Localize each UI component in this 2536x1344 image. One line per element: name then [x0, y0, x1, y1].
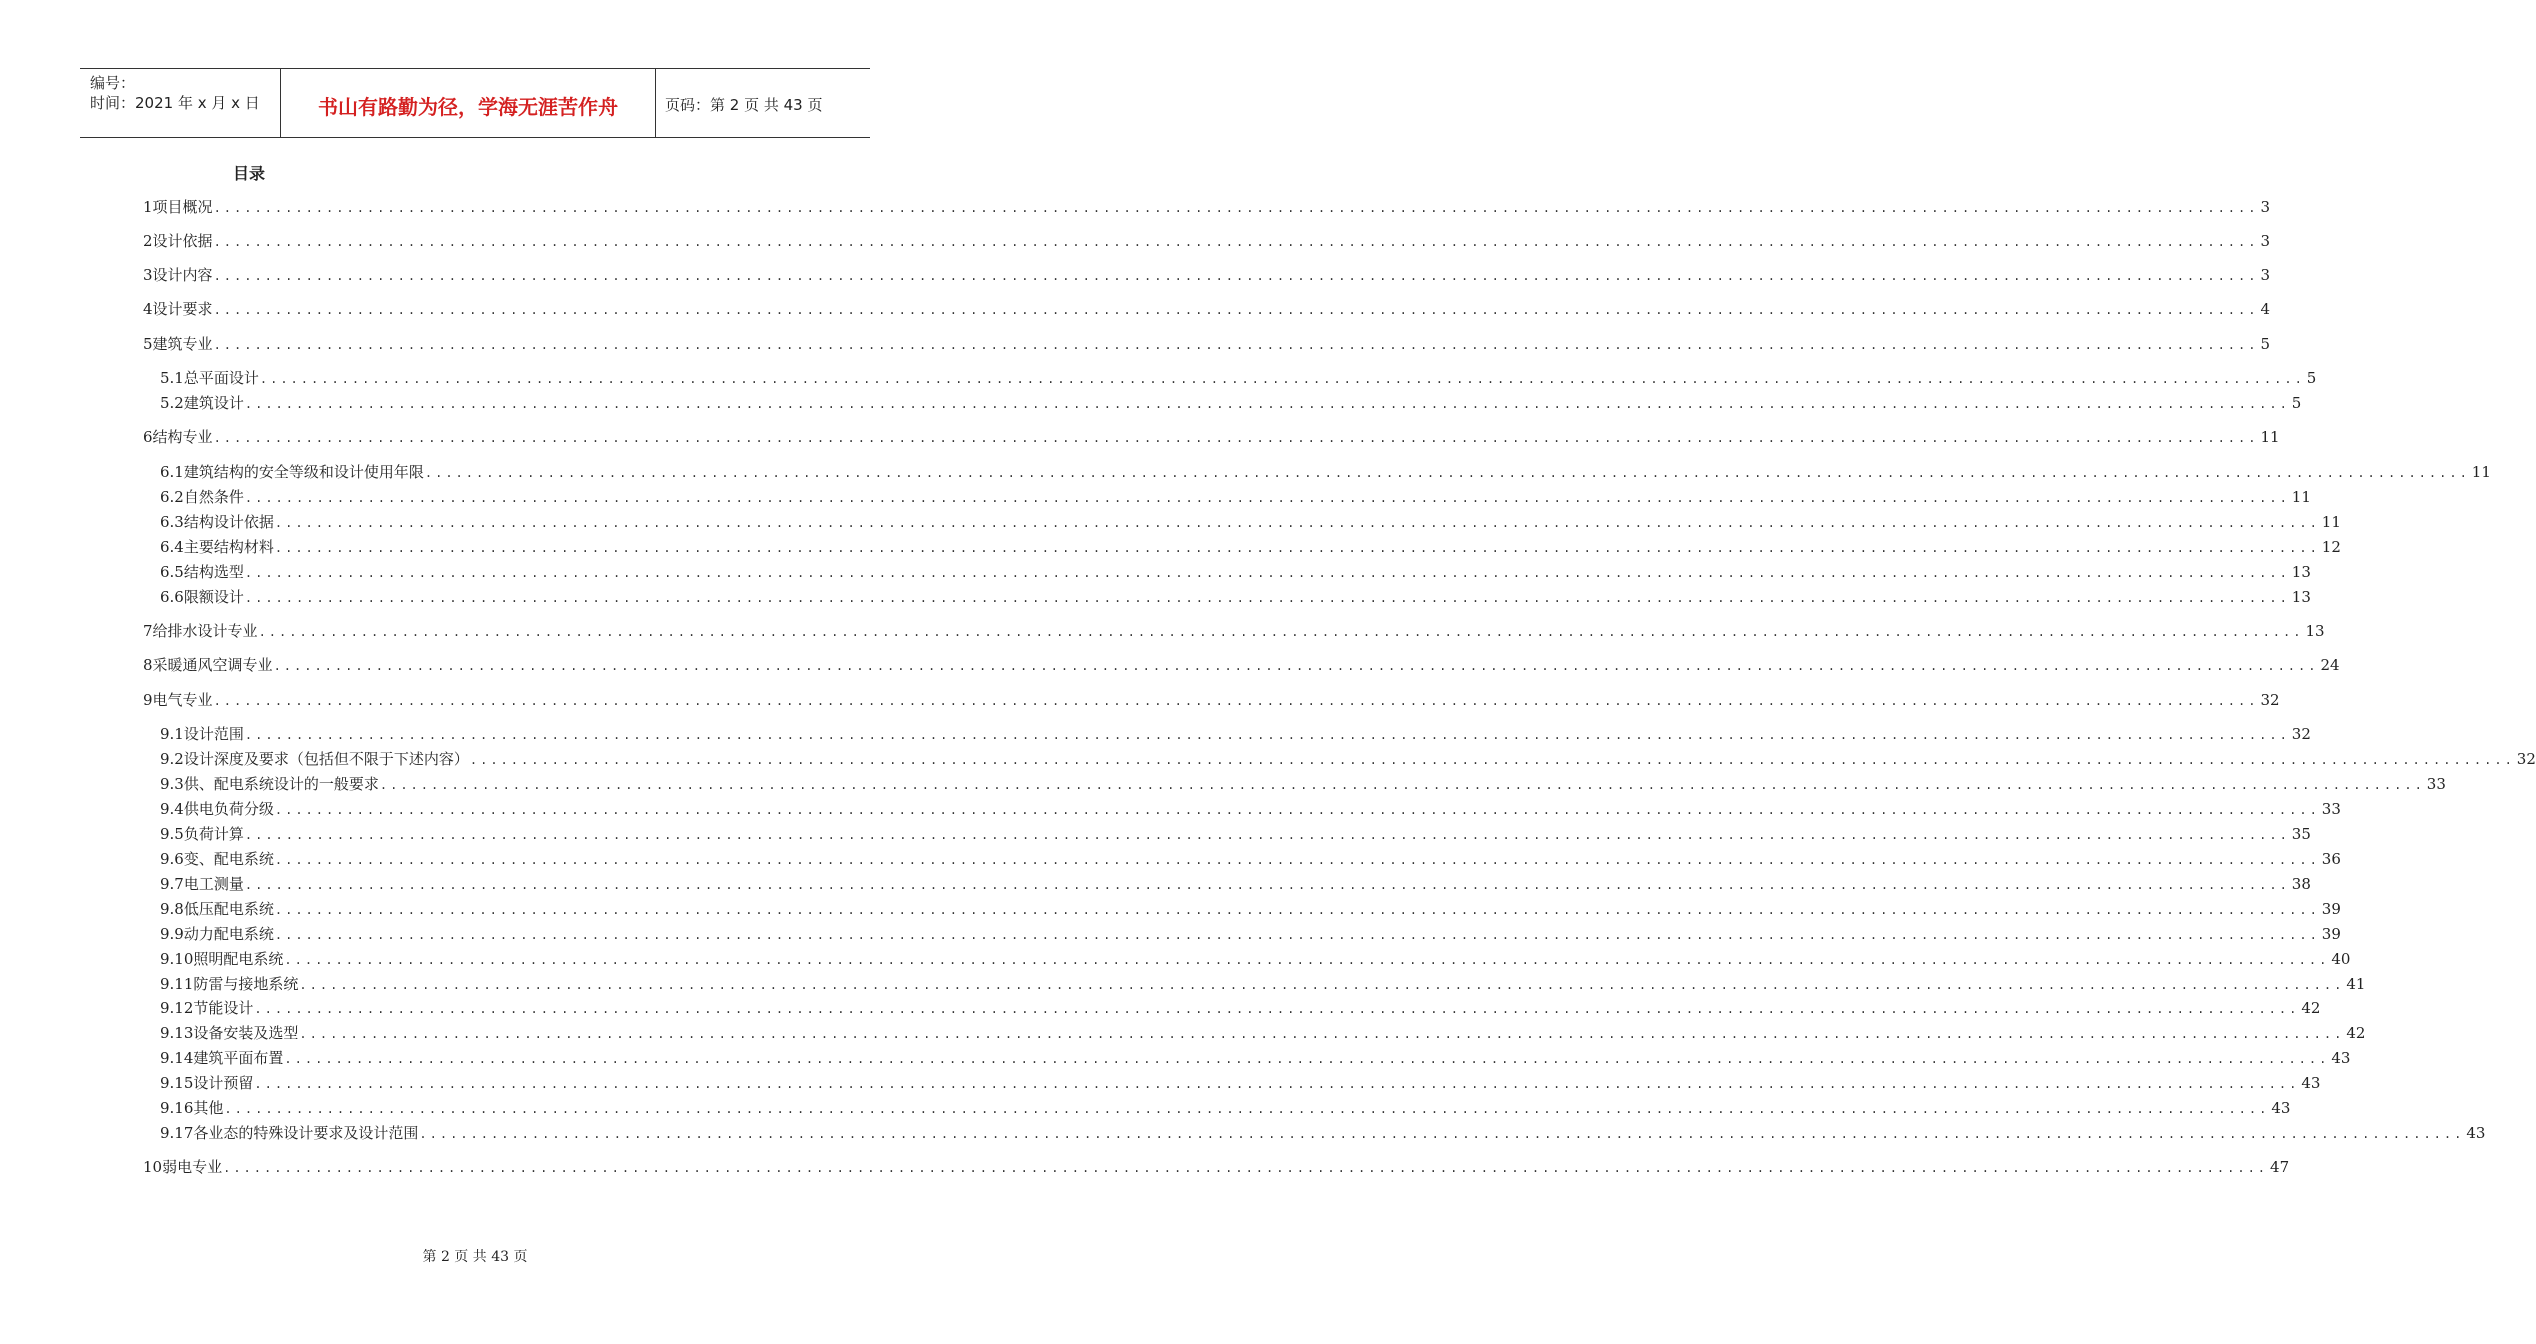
- toc-entry-number: 9.14: [160, 1049, 194, 1067]
- toc-entry-number: 9.9: [160, 925, 184, 943]
- toc-entry-title: 节能设计: [193, 999, 254, 1017]
- toc-entry-number: 9.6: [160, 850, 184, 868]
- doc-time-label: 时间：2021 年 x 月 x 日: [90, 94, 260, 112]
- toc-entry[interactable]: [160, 823, 2311, 845]
- toc-leader-dots: ........................................................................................................................................................................................................: [244, 397, 2290, 411]
- toc-entry-page: 33: [2426, 775, 2446, 793]
- toc-entry-number: 9: [143, 691, 153, 709]
- toc-entry-page: 36: [2321, 850, 2341, 868]
- toc-entry-page: 32: [2260, 691, 2280, 709]
- toc-leader-dots: ........................................................................................................................................................................................................: [244, 591, 2290, 605]
- toc-leader-dots: ........................................................................................................................................................................................................: [244, 728, 2290, 742]
- toc-leader-dots: ........................................................................................................................................................................................................: [424, 466, 2470, 480]
- toc-entry-page: 3: [2260, 266, 2271, 284]
- toc-leader-dots: ........................................................................................................................................................................................................: [258, 625, 2304, 639]
- toc-entry-title: 设计范围: [183, 725, 244, 743]
- toc-entry[interactable]: [160, 511, 2341, 533]
- toc-entry[interactable]: [160, 461, 2491, 483]
- toc-entry-number: 9.3: [160, 775, 184, 793]
- page-footer: 第 2 页 共 43 页: [422, 1249, 528, 1265]
- toc-entry-title: 各业态的特殊设计要求及设计范围: [193, 1124, 419, 1142]
- toc-entry-title: 自然条件: [183, 488, 244, 506]
- toc-entry-number: 10: [143, 1158, 163, 1176]
- toc-leader-dots: ........................................................................................................................................................................................................: [224, 1102, 2270, 1116]
- toc-leader-dots: ........................................................................................................................................................................................................: [213, 303, 2259, 317]
- toc-entry-page: 35: [2291, 825, 2311, 843]
- toc-entry[interactable]: [160, 1047, 2351, 1069]
- toc-entry-title: 结构专业: [152, 428, 213, 446]
- header-page-label: 页码：第 2 页 共 43 页: [665, 96, 823, 114]
- toc-entry-number: 4: [143, 300, 153, 318]
- toc-entry-number: 9.8: [160, 900, 184, 918]
- toc-leader-dots: ........................................................................................................................................................................................................: [244, 828, 2290, 842]
- toc-leader-dots: ........................................................................................................................................................................................................: [274, 803, 2320, 817]
- toc-leader-dots: ........................................................................................................................................................................................................: [274, 853, 2320, 867]
- toc-entry-title: 设计内容: [152, 266, 213, 284]
- toc-entry[interactable]: [143, 230, 2271, 252]
- toc-entry-page: 11: [2291, 488, 2311, 506]
- toc-leader-dots: ........................................................................................................................................................................................................: [469, 753, 2515, 767]
- header-left-cell: [80, 69, 280, 137]
- toc-entry-number: 9.5: [160, 825, 184, 843]
- toc-entry-number: 9.7: [160, 875, 184, 893]
- toc-leader-dots: ........................................................................................................................................................................................................: [379, 778, 2425, 792]
- toc-entry-title: 建筑专业: [152, 335, 213, 353]
- toc-entry-page: 5: [2306, 369, 2317, 387]
- toc-entry-number: 6.2: [160, 488, 184, 506]
- toc-leader-dots: ........................................................................................................................................................................................................: [213, 235, 2259, 249]
- toc-leader-dots: ........................................................................................................................................................................................................: [244, 878, 2290, 892]
- toc-entry-title: 电工测量: [183, 875, 244, 893]
- toc-leader-dots: ........................................................................................................................................................................................................: [273, 659, 2319, 673]
- toc-leader-dots: ........................................................................................................................................................................................................: [213, 269, 2259, 283]
- toc-leader-dots: ........................................................................................................................................................................................................: [244, 566, 2290, 580]
- toc-entry-title: 其他: [193, 1099, 224, 1117]
- toc-entry[interactable]: [160, 997, 2321, 1019]
- toc-entry[interactable]: [160, 536, 2341, 558]
- toc-entry-number: 2: [143, 232, 153, 250]
- toc-entry[interactable]: [160, 723, 2311, 745]
- toc-entry-number: 9.16: [160, 1099, 194, 1117]
- toc-entry-number: 9.15: [160, 1074, 194, 1092]
- toc-entry-title: 变、配电系统: [183, 850, 274, 868]
- toc-entry-title: 防雷与接地系统: [193, 975, 299, 993]
- toc-entry[interactable]: [160, 561, 2311, 583]
- toc-entry-number: 9.10: [160, 950, 194, 968]
- toc-leader-dots: ........................................................................................................................................................................................................: [223, 1161, 2269, 1175]
- toc-entry-number: 5: [143, 335, 153, 353]
- toc-entry-number: 6.4: [160, 538, 184, 556]
- toc-entry[interactable]: [143, 196, 2271, 218]
- toc-entry-number: 9.1: [160, 725, 184, 743]
- header-motto-cell: [280, 69, 656, 137]
- toc-entry[interactable]: [160, 948, 2351, 970]
- toc-leader-dots: ........................................................................................................................................................................................................: [299, 978, 2345, 992]
- toc-entry[interactable]: [143, 620, 2325, 642]
- toc-leader-dots: ........................................................................................................................................................................................................: [254, 1002, 2300, 1016]
- toc-entry-number: 9.12: [160, 999, 194, 1017]
- page-header: [80, 68, 870, 138]
- toc-entry[interactable]: [143, 264, 2271, 286]
- toc-entry[interactable]: [160, 973, 2366, 995]
- toc-entry-page: 32: [2516, 750, 2536, 768]
- toc-entry-title: 供、配电系统设计的一般要求: [183, 775, 379, 793]
- toc-entry-page: 11: [2471, 463, 2491, 481]
- toc-leader-dots: ........................................................................................................................................................................................................: [274, 928, 2320, 942]
- toc-entry-page: 40: [2331, 950, 2351, 968]
- toc-entry[interactable]: [143, 1156, 2290, 1178]
- toc-entry-page: 42: [2346, 1024, 2366, 1042]
- toc-entry[interactable]: [160, 486, 2311, 508]
- toc-leader-dots: ........................................................................................................................................................................................................: [274, 541, 2320, 555]
- toc-leader-dots: ........................................................................................................................................................................................................: [284, 953, 2330, 967]
- header-motto: 书山有路勤为径，学海无涯苦作舟: [318, 95, 618, 119]
- toc-entry-page: 41: [2346, 975, 2366, 993]
- toc-entry-page: 5: [2260, 335, 2271, 353]
- toc-leader-dots: ........................................................................................................................................................................................................: [213, 431, 2259, 445]
- toc-entry-title: 主要结构材料: [183, 538, 274, 556]
- toc-entry-title: 低压配电系统: [183, 900, 274, 918]
- toc-leader-dots: ........................................................................................................................................................................................................: [244, 491, 2290, 505]
- toc-entry-page: 42: [2301, 999, 2321, 1017]
- toc-entry[interactable]: [160, 873, 2311, 895]
- toc-leader-dots: ........................................................................................................................................................................................................: [274, 903, 2320, 917]
- toc-entry-page: 11: [2321, 513, 2341, 531]
- toc-leader-dots: ........................................................................................................................................................................................................: [274, 516, 2320, 530]
- toc-entry-title: 建筑结构的安全等级和设计使用年限: [183, 463, 424, 481]
- toc-entry-page: 3: [2260, 198, 2271, 216]
- toc-entry[interactable]: [160, 773, 2446, 795]
- toc-leader-dots: ........................................................................................................................................................................................................: [299, 1027, 2345, 1041]
- toc-entry[interactable]: [160, 1022, 2366, 1044]
- toc-leader-dots: ........................................................................................................................................................................................................: [213, 694, 2259, 708]
- toc-entry-title: 结构设计依据: [183, 513, 274, 531]
- toc-entry[interactable]: [160, 1122, 2486, 1144]
- toc-entry[interactable]: [143, 426, 2280, 448]
- toc-entry[interactable]: [143, 298, 2271, 320]
- toc-entry-title: 建筑设计: [183, 394, 244, 412]
- toc-entry-title: 给排水设计专业: [152, 622, 258, 640]
- toc-entry-number: 9.11: [160, 975, 194, 993]
- toc-entry-number: 6.1: [160, 463, 184, 481]
- toc-entry-title: 动力配电系统: [183, 925, 274, 943]
- toc-entry-title: 负荷计算: [183, 825, 244, 843]
- toc-entry-page: 43: [2466, 1124, 2486, 1142]
- toc-entry-page: 4: [2260, 300, 2271, 318]
- toc-entry-number: 6.3: [160, 513, 184, 531]
- toc-entry-page: 13: [2291, 563, 2311, 581]
- toc-entry-title: 设备安装及选型: [193, 1024, 299, 1042]
- toc-entry-title: 设计依据: [152, 232, 213, 250]
- toc-title: 目录: [233, 164, 266, 183]
- toc-entry-page: 13: [2305, 622, 2325, 640]
- toc-entry-page: 12: [2321, 538, 2341, 556]
- toc-entry-page: 5: [2291, 394, 2302, 412]
- toc-entry-number: 6: [143, 428, 153, 446]
- toc-entry-title: 采暖通风空调专业: [152, 656, 273, 674]
- toc-entry[interactable]: [160, 748, 2536, 770]
- toc-entry-page: 43: [2271, 1099, 2291, 1117]
- toc-entry[interactable]: [143, 689, 2280, 711]
- toc-leader-dots: ........................................................................................................................................................................................................: [213, 338, 2259, 352]
- toc-entry-page: 3: [2260, 232, 2271, 250]
- doc-code-label: 编号：: [90, 74, 136, 92]
- toc-entry-page: 13: [2291, 588, 2311, 606]
- toc-leader-dots: ........................................................................................................................................................................................................: [259, 372, 2305, 386]
- toc-entry[interactable]: [160, 392, 2302, 414]
- toc-entry-title: 设计深度及要求（包括但不限于下述内容）: [183, 750, 469, 768]
- toc-entry-page: 24: [2320, 656, 2340, 674]
- toc-entry[interactable]: [160, 923, 2341, 945]
- toc-leader-dots: ........................................................................................................................................................................................................: [284, 1052, 2330, 1066]
- toc-leader-dots: ........................................................................................................................................................................................................: [254, 1077, 2300, 1091]
- toc-entry-page: 39: [2321, 925, 2341, 943]
- toc-entry-page: 11: [2260, 428, 2280, 446]
- toc-entry[interactable]: [160, 586, 2311, 608]
- toc-entry-title: 结构选型: [183, 563, 244, 581]
- toc-entry-page: 47: [2270, 1158, 2290, 1176]
- toc-entry-number: 5.2: [160, 394, 184, 412]
- toc-entry-number: 3: [143, 266, 153, 284]
- toc-entry-title: 总平面设计: [183, 369, 259, 387]
- toc-entry-number: 6.5: [160, 563, 184, 581]
- toc-entry-title: 设计预留: [193, 1074, 254, 1092]
- toc-entry[interactable]: [160, 367, 2317, 389]
- toc-entry-number: 7: [143, 622, 153, 640]
- toc-entry-page: 32: [2291, 725, 2311, 743]
- toc-entry-number: 6.6: [160, 588, 184, 606]
- toc-entry-page: 43: [2331, 1049, 2351, 1067]
- toc-entry-title: 设计要求: [152, 300, 213, 318]
- toc-entry-number: 9.17: [160, 1124, 194, 1142]
- toc-entry[interactable]: [160, 798, 2341, 820]
- toc-entry-page: 39: [2321, 900, 2341, 918]
- toc-entry-number: 1: [143, 198, 153, 216]
- toc-entry-number: 8: [143, 656, 153, 674]
- toc-entry-number: 9.13: [160, 1024, 194, 1042]
- toc-entry-title: 弱电专业: [162, 1158, 223, 1176]
- toc-entry[interactable]: [160, 1072, 2321, 1094]
- toc-leader-dots: ........................................................................................................................................................................................................: [213, 201, 2259, 215]
- toc-entry-title: 项目概况: [152, 198, 213, 216]
- toc-entry-number: 9.4: [160, 800, 184, 818]
- toc-entry-page: 38: [2291, 875, 2311, 893]
- toc-entry-number: 9.2: [160, 750, 184, 768]
- toc-entry[interactable]: [143, 333, 2271, 355]
- header-right-cell: [655, 69, 870, 137]
- toc-entry-title: 照明配电系统: [193, 950, 284, 968]
- toc-entry-title: 限额设计: [183, 588, 244, 606]
- toc-entry[interactable]: [160, 848, 2341, 870]
- toc-entry[interactable]: [160, 1097, 2291, 1119]
- toc-entry-number: 5.1: [160, 369, 184, 387]
- toc-leader-dots: ........................................................................................................................................................................................................: [419, 1127, 2465, 1141]
- toc-entry-page: 43: [2301, 1074, 2321, 1092]
- toc-entry-title: 电气专业: [152, 691, 213, 709]
- toc-entry-title: 建筑平面布置: [193, 1049, 284, 1067]
- toc-entry-page: 33: [2321, 800, 2341, 818]
- toc-entry[interactable]: [143, 654, 2340, 676]
- toc-entry-title: 供电负荷分级: [183, 800, 274, 818]
- toc-entry[interactable]: [160, 898, 2341, 920]
